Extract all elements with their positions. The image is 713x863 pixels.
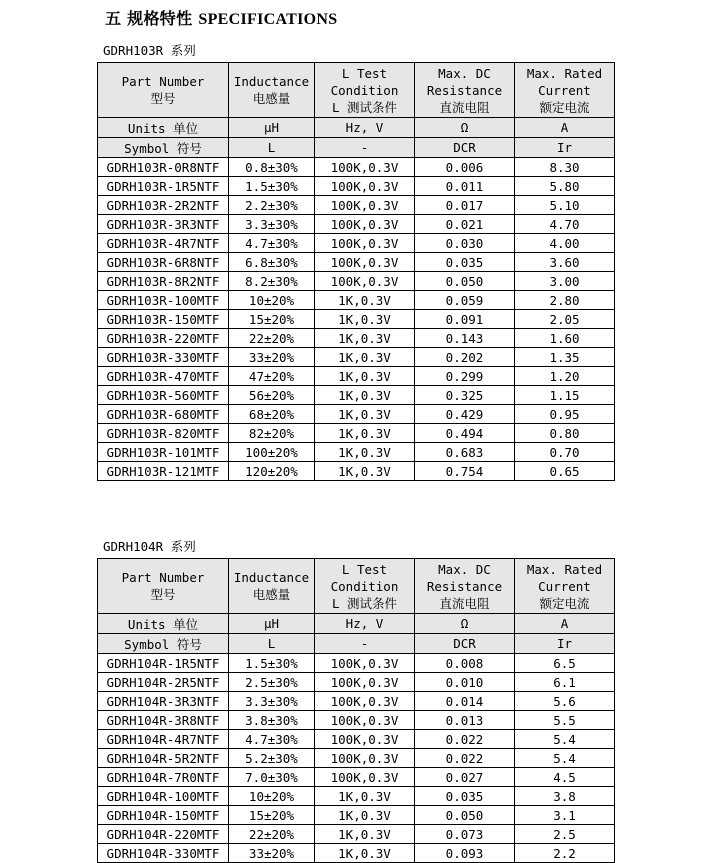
data-cell: 0.027 [415,768,515,787]
table-row [98,730,615,749]
data-cell: 22±20% [229,329,315,348]
header-cell [98,63,229,118]
series-label: GDRH103R 系列 [103,43,196,58]
data-cell: 6.8±30% [229,253,315,272]
data-cell: 0.143 [415,329,515,348]
symbol-cell: Symbol 符号 [98,138,229,158]
table-row [98,196,615,215]
header-cell-line: L Test [341,65,388,81]
units-cell: A [515,118,615,138]
data-cell: 1K,0.3V [315,329,415,348]
data-cell: 100K,0.3V [315,673,415,692]
part-number-cell: GDRH103R-100MTF [98,291,229,310]
table-row [98,462,615,481]
part-number-cell: GDRH104R-3R8NTF [98,711,229,730]
spec-table-head [98,559,615,654]
data-cell: 0.050 [415,272,515,291]
symbol-cell: Ir [515,634,615,654]
table-row [98,711,615,730]
data-cell: 100K,0.3V [315,272,415,291]
data-cell: 4.70 [515,215,615,234]
header-cell-line: Resistance [426,578,503,594]
data-cell: 0.022 [415,730,515,749]
data-cell: 56±20% [229,386,315,405]
table-row [98,291,615,310]
table-row [98,348,615,367]
data-cell: 1K,0.3V [315,462,415,481]
data-cell: 1K,0.3V [315,405,415,424]
part-number-cell: GDRH103R-121MTF [98,462,229,481]
table-row [98,234,615,253]
data-cell: 0.030 [415,234,515,253]
data-cell: 0.013 [415,711,515,730]
header-cell-line: 额定电流 [539,99,590,115]
spec-table [97,62,615,481]
units-cell: Units 单位 [98,614,229,634]
table-row [98,424,615,443]
header-cell-line: Max. DC [438,65,491,81]
header-cell-line: Part Number [121,74,205,89]
table-row [98,654,615,673]
data-cell: 100K,0.3V [315,692,415,711]
header-cell-line: 电感量 [252,587,291,602]
data-cell: 0.95 [515,405,615,424]
data-cell: 4.7±30% [229,234,315,253]
header-cell-line: Part Number [121,570,205,585]
data-cell: 0.325 [415,386,515,405]
data-cell: 1K,0.3V [315,310,415,329]
header-cell-line: Condition [330,82,399,98]
data-cell: 82±20% [229,424,315,443]
data-cell: 0.035 [415,253,515,272]
data-cell: 6.1 [515,673,615,692]
header-cell-line: 型号 [150,587,176,602]
units-row [98,614,615,634]
data-cell: 0.429 [415,405,515,424]
header-cell-line: Resistance [426,82,503,98]
data-cell: 0.022 [415,749,515,768]
data-cell: 1.5±30% [229,654,315,673]
part-number-cell: GDRH103R-101MTF [98,443,229,462]
units-cell: μH [229,118,315,138]
part-number-cell: GDRH103R-2R2NTF [98,196,229,215]
part-number-cell: GDRH104R-330MTF [98,844,229,863]
symbol-cell: - [315,138,415,158]
symbol-cell: - [315,634,415,654]
header-cell-line: 直流电阻 [439,595,490,611]
table-row [98,692,615,711]
table-row [98,806,615,825]
units-cell: Hz, V [315,614,415,634]
data-cell: 1.60 [515,329,615,348]
data-cell: 0.010 [415,673,515,692]
data-cell: 0.202 [415,348,515,367]
units-cell: Ω [415,614,515,634]
data-cell: 3.60 [515,253,615,272]
header-cell-line: Max. DC [438,561,491,577]
series-label: GDRH104R 系列 [103,539,196,554]
part-number-cell: GDRH103R-150MTF [98,310,229,329]
data-cell: 0.050 [415,806,515,825]
header-cell-line: 电感量 [252,91,291,106]
symbol-cell: L [229,138,315,158]
part-number-cell: GDRH104R-220MTF [98,825,229,844]
part-number-cell: GDRH104R-100MTF [98,787,229,806]
table-row [98,367,615,386]
data-cell: 1.20 [515,367,615,386]
part-number-cell: GDRH103R-8R2NTF [98,272,229,291]
data-cell: 2.5±30% [229,673,315,692]
data-cell: 1K,0.3V [315,348,415,367]
data-cell: 8.2±30% [229,272,315,291]
data-cell: 2.2±30% [229,196,315,215]
units-cell: Ω [415,118,515,138]
data-cell: 5.5 [515,711,615,730]
header-cell-line: Max. Rated [526,65,603,81]
data-cell: 3.00 [515,272,615,291]
spec-table-head [98,63,615,158]
table-row [98,749,615,768]
part-number-cell: GDRH104R-150MTF [98,806,229,825]
data-cell: 0.70 [515,443,615,462]
page-title [105,6,713,29]
units-row [98,118,615,138]
table-row [98,329,615,348]
data-cell: 5.4 [515,749,615,768]
header-cell-line: L Test [341,561,388,577]
data-cell: 4.7±30% [229,730,315,749]
page-title-en: SPECIFICATIONS [198,11,338,28]
symbol-cell: L [229,634,315,654]
data-cell: 10±20% [229,291,315,310]
data-cell: 3.1 [515,806,615,825]
data-cell: 1K,0.3V [315,844,415,863]
data-cell: 0.073 [415,825,515,844]
data-cell: 5.10 [515,196,615,215]
table-row [98,673,615,692]
header-cell-line: Current [538,82,591,98]
spec-table-body [98,654,615,863]
data-cell: 0.494 [415,424,515,443]
table-row [98,386,615,405]
table-row [98,768,615,787]
data-cell: 2.2 [515,844,615,863]
part-number-cell: GDRH103R-820MTF [98,424,229,443]
symbol-row [98,138,615,158]
part-number-cell: GDRH103R-680MTF [98,405,229,424]
data-cell: 33±20% [229,844,315,863]
data-cell: 0.65 [515,462,615,481]
header-cell-line: L 测试条件 [331,595,398,611]
data-cell: 100K,0.3V [315,253,415,272]
data-cell: 0.008 [415,654,515,673]
part-number-cell: GDRH103R-330MTF [98,348,229,367]
header-cell [98,559,229,614]
data-cell: 0.017 [415,196,515,215]
data-cell: 5.2±30% [229,749,315,768]
table-row [98,405,615,424]
data-cell: 100K,0.3V [315,768,415,787]
part-number-cell: GDRH103R-3R3NTF [98,215,229,234]
data-cell: 0.006 [415,158,515,177]
data-cell: 4.5 [515,768,615,787]
header-cell [229,559,315,614]
data-cell: 3.8±30% [229,711,315,730]
data-cell: 47±20% [229,367,315,386]
data-cell: 0.299 [415,367,515,386]
units-cell: Hz, V [315,118,415,138]
data-cell: 100K,0.3V [315,234,415,253]
data-cell: 0.035 [415,787,515,806]
part-number-cell: GDRH103R-0R8NTF [98,158,229,177]
data-cell: 6.5 [515,654,615,673]
data-cell: 120±20% [229,462,315,481]
header-cell [515,559,615,614]
page-title-zh: 五 规格特性 [105,9,193,28]
table-row [98,272,615,291]
header-cell-line: 型号 [150,91,176,106]
data-cell: 100K,0.3V [315,196,415,215]
data-cell: 0.8±30% [229,158,315,177]
part-number-cell: GDRH104R-5R2NTF [98,749,229,768]
header-cell-line: L 测试条件 [331,99,398,115]
data-cell: 2.5 [515,825,615,844]
table-row [98,787,615,806]
data-cell: 3.3±30% [229,215,315,234]
data-cell: 100K,0.3V [315,177,415,196]
series-section-gdrh103r [97,41,713,481]
header-cell [229,63,315,118]
data-cell: 0.014 [415,692,515,711]
data-cell: 100K,0.3V [315,711,415,730]
part-number-cell: GDRH103R-220MTF [98,329,229,348]
table-row [98,158,615,177]
part-number-cell: GDRH104R-3R3NTF [98,692,229,711]
table-row [98,443,615,462]
units-cell: A [515,614,615,634]
header-cell [315,63,415,118]
data-cell: 7.0±30% [229,768,315,787]
data-cell: 1K,0.3V [315,443,415,462]
data-cell: 33±20% [229,348,315,367]
data-cell: 100K,0.3V [315,730,415,749]
data-cell: 4.00 [515,234,615,253]
data-cell: 0.093 [415,844,515,863]
header-cell-line: Inductance [233,570,310,585]
symbol-cell: Symbol 符号 [98,634,229,654]
data-cell: 5.80 [515,177,615,196]
header-cell [515,63,615,118]
data-cell: 5.4 [515,730,615,749]
data-cell: 0.059 [415,291,515,310]
spec-table [97,558,615,863]
data-cell: 100K,0.3V [315,158,415,177]
data-cell: 1K,0.3V [315,424,415,443]
header-cell-line: Max. Rated [526,561,603,577]
spec-table-body [98,158,615,481]
part-number-cell: GDRH103R-6R8NTF [98,253,229,272]
table-row [98,253,615,272]
data-cell: 1K,0.3V [315,386,415,405]
header-cell [415,63,515,118]
part-number-cell: GDRH104R-2R5NTF [98,673,229,692]
header-row [98,63,615,118]
header-cell-line: 额定电流 [539,595,590,611]
table-row [98,844,615,863]
data-cell: 68±20% [229,405,315,424]
part-number-cell: GDRH104R-7R0NTF [98,768,229,787]
part-number-cell: GDRH103R-470MTF [98,367,229,386]
data-cell: 0.091 [415,310,515,329]
part-number-cell: GDRH103R-4R7NTF [98,234,229,253]
symbol-row [98,634,615,654]
data-cell: 15±20% [229,310,315,329]
header-cell [315,559,415,614]
header-cell-line: Current [538,578,591,594]
header-cell-line: 直流电阻 [439,99,490,115]
part-number-cell: GDRH104R-4R7NTF [98,730,229,749]
data-cell: 22±20% [229,825,315,844]
part-number-cell: GDRH104R-1R5NTF [98,654,229,673]
part-number-cell: GDRH103R-560MTF [98,386,229,405]
data-cell: 1.35 [515,348,615,367]
data-cell: 8.30 [515,158,615,177]
data-cell: 3.3±30% [229,692,315,711]
data-cell: 100K,0.3V [315,654,415,673]
data-cell: 2.05 [515,310,615,329]
data-cell: 0.683 [415,443,515,462]
data-cell: 0.021 [415,215,515,234]
data-cell: 2.80 [515,291,615,310]
header-cell [415,559,515,614]
data-cell: 1K,0.3V [315,787,415,806]
data-cell: 100K,0.3V [315,749,415,768]
data-cell: 0.80 [515,424,615,443]
part-number-cell: GDRH103R-1R5NTF [98,177,229,196]
data-cell: 3.8 [515,787,615,806]
symbol-cell: DCR [415,138,515,158]
header-cell-line: Condition [330,578,399,594]
data-cell: 100K,0.3V [315,215,415,234]
data-cell: 100±20% [229,443,315,462]
table-row [98,825,615,844]
data-cell: 1.5±30% [229,177,315,196]
tables-host [97,41,713,863]
data-cell: 0.011 [415,177,515,196]
data-cell: 15±20% [229,806,315,825]
data-cell: 1K,0.3V [315,806,415,825]
header-row [98,559,615,614]
data-cell: 1K,0.3V [315,367,415,386]
symbol-cell: DCR [415,634,515,654]
table-row [98,215,615,234]
table-row [98,310,615,329]
data-cell: 1K,0.3V [315,291,415,310]
data-cell: 10±20% [229,787,315,806]
units-cell: Units 单位 [98,118,229,138]
data-cell: 5.6 [515,692,615,711]
table-row [98,177,615,196]
units-cell: μH [229,614,315,634]
series-section-gdrh104r [97,537,713,863]
header-cell-line: Inductance [233,74,310,89]
symbol-cell: Ir [515,138,615,158]
data-cell: 1K,0.3V [315,825,415,844]
data-cell: 0.754 [415,462,515,481]
data-cell: 1.15 [515,386,615,405]
